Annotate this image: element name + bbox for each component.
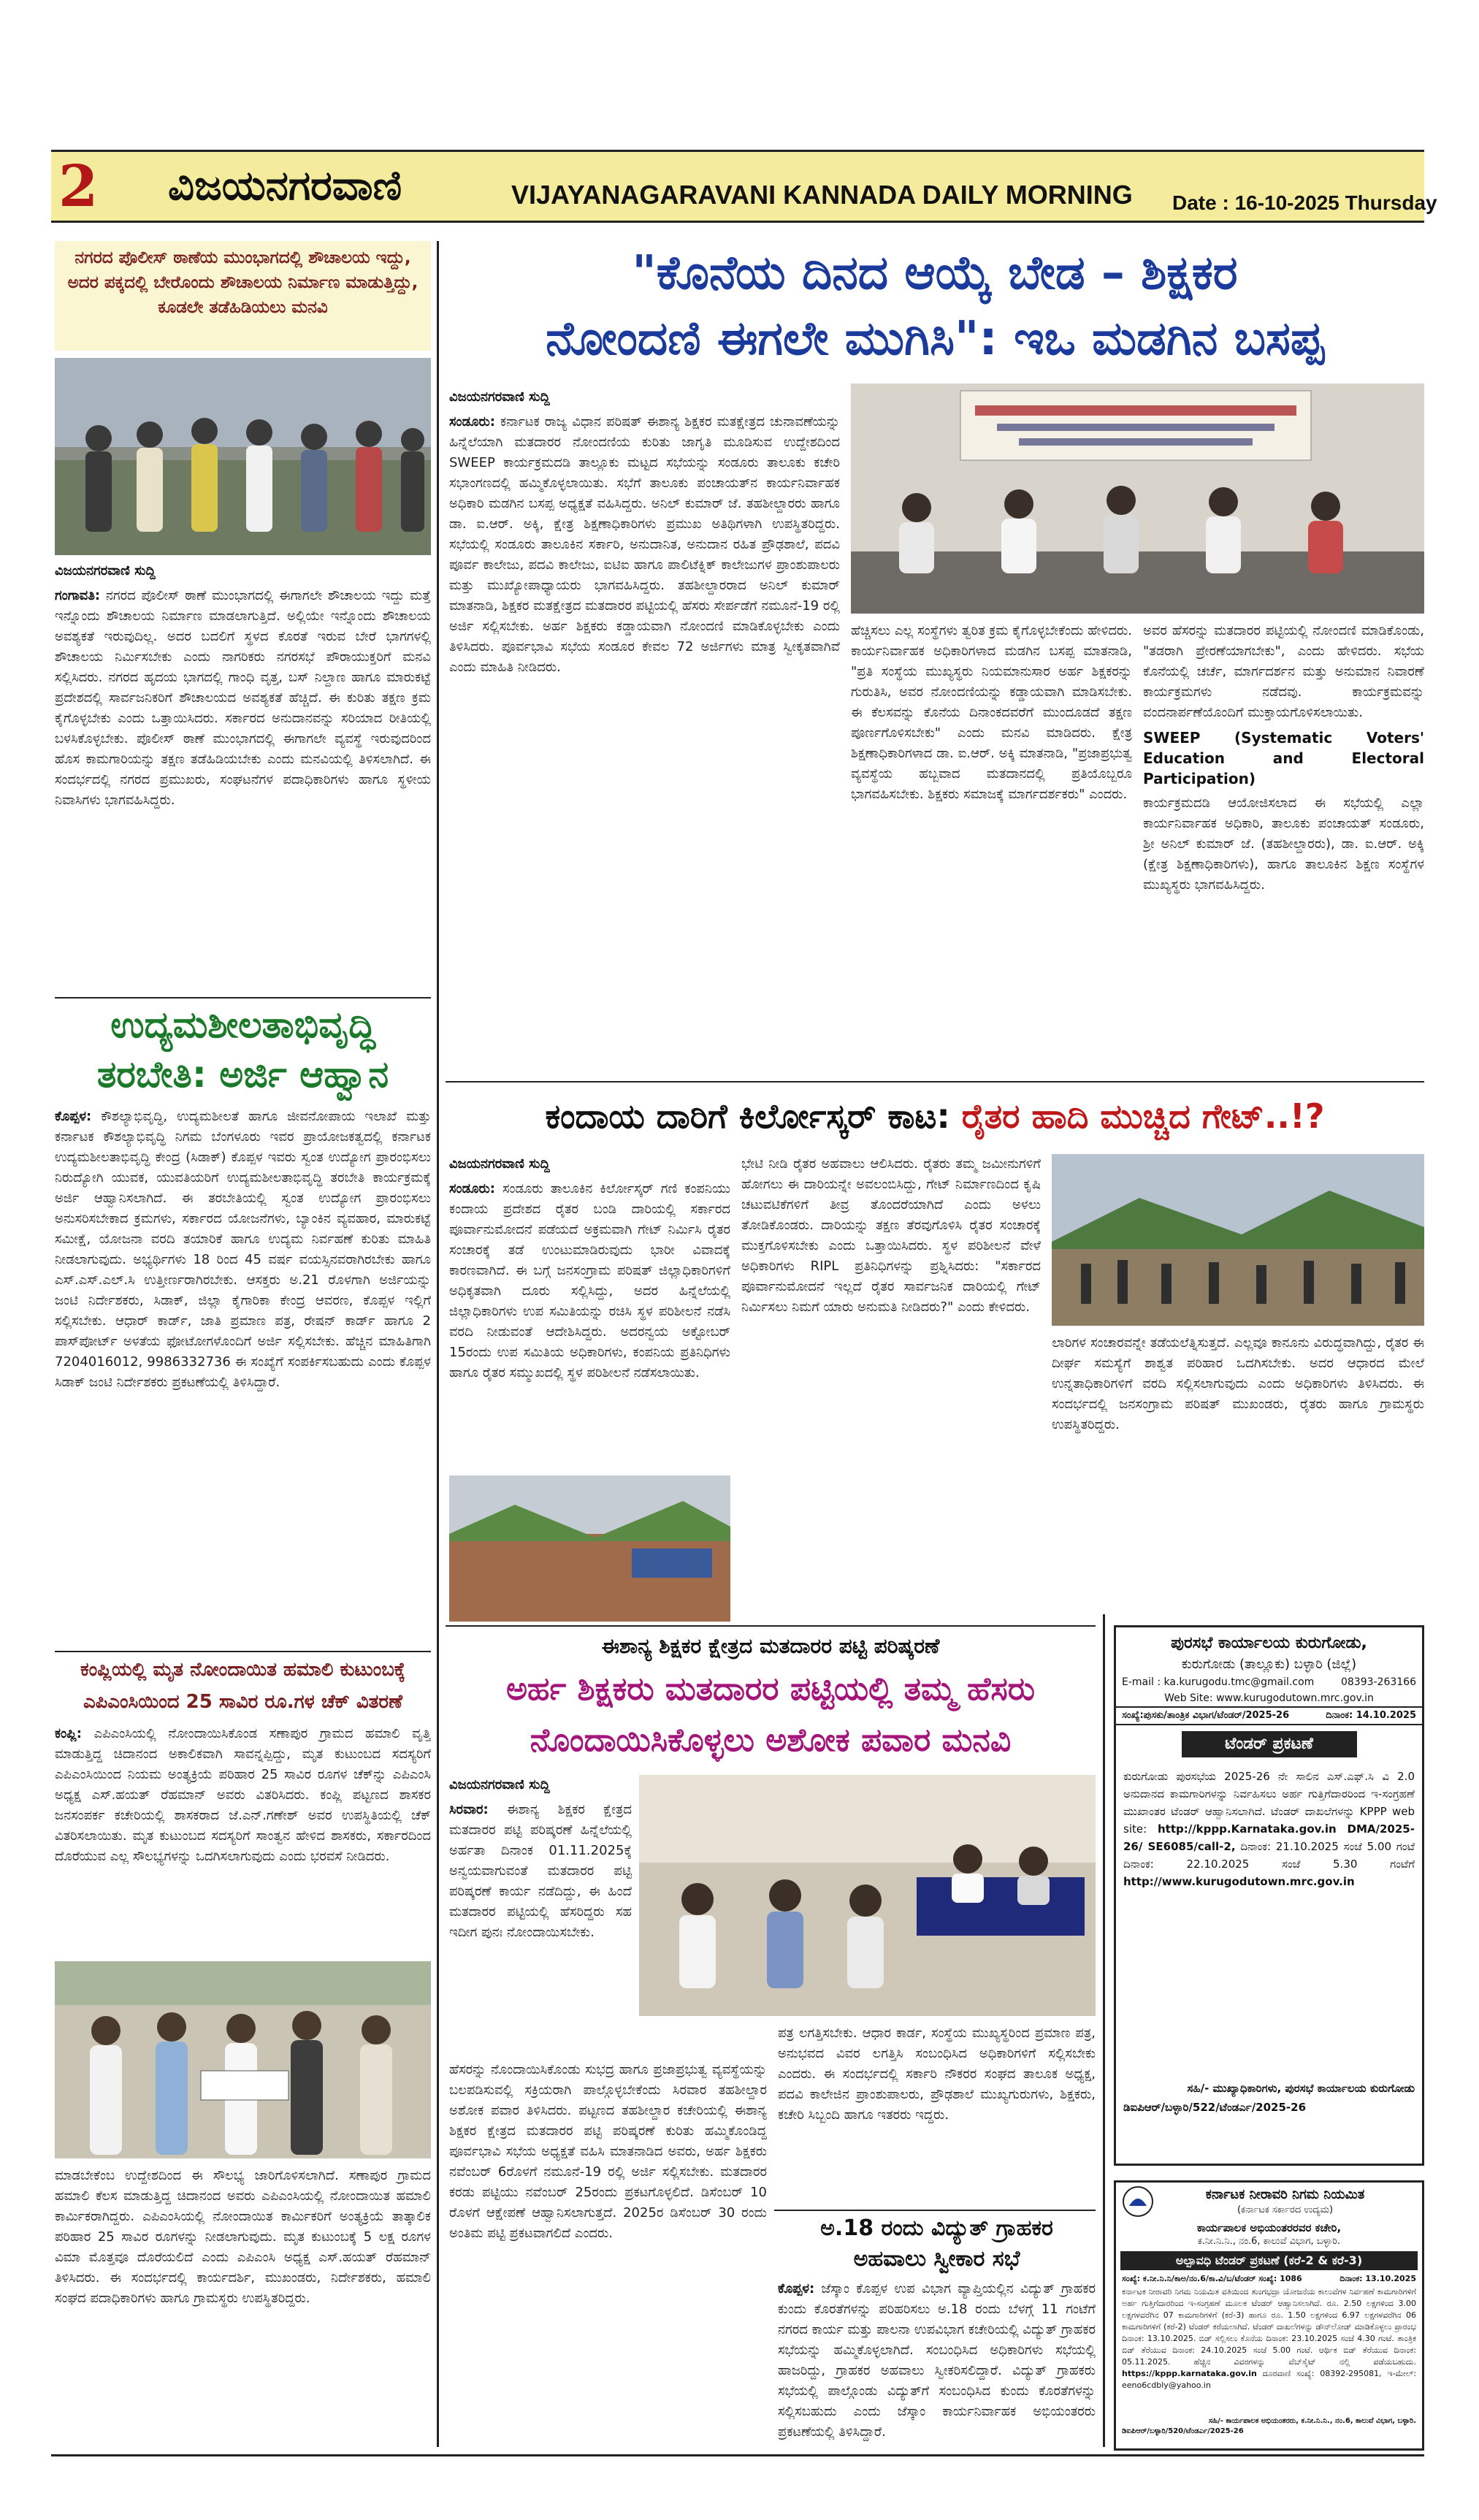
cheque-article-body [55, 1724, 431, 1954]
people-group-illustration [55, 358, 431, 555]
ad-irrigation-url: https://kppp.karnataka.gov.in [1122, 2369, 1257, 2378]
meeting-stage-illustration [851, 383, 1424, 614]
voters-byline: ವಿಜಯನಗರವಾಣಿ ಸುದ್ದಿ [449, 1777, 550, 1792]
cheque-body-top: ಎಪಿಎಂಸಿಯಲ್ಲಿ ನೋಂದಾಯಿಸಿಕೊಂಡ ಸಣಾಪುರ ಗ್ರಾಮದ ಹಮಾಲಿ ವೃತ್ತಿ ಮಾಡುತ್ತಿದ್ದ ಚಿದಾನಂದ ಅಕಾಲಿಕವಾಗಿ ಸಾವನ್ನಪ್ಪಿದ್ದು, ಮೃತ ಕುಟುಂಬದ ಸದಸ್ಯರಿಗೆ ಎಪಿಎಂಸಿಯಿಂದ ನಿಯಮ ಅಂತ್ಯಕ್ರಿಯೆ ಪರಿಹಾರ 25 ಸಾವಿರ ರೂಗಳ ಚೆಕ್‌ನ್ನು ಎಪಿಎಂಸಿ ಅಧ್ಯಕ್ಷ ಎಸ್.ಹಯತ್ ರೆಹಮಾನ್ ಅವರು ವಿತರಿಸಿದರು. ಕಂಪ್ಲಿ ಪಟ್ಟಣದ ಶಾಸಕರ ಜನಸಂಪರ್ಕ ಕಚೇರಿಯಲ್ಲಿ ಶಾಸಕರಾದ ಜೆ.ಎನ್.ಗಣೇಶ್ ಅವರ ಉಪಸ್ಥಿತಿಯಲ್ಲಿ ಚೆಕ್ ವಿತರಿಸಲಾಯಿತು. ಮೃತ ಕುಟುಂಬದ ಸದಸ್ಯರಿಗೆ ಸಾಂತ್ವನ ಹೇಳಿದ ಶಾಸಕರು, ಸರ್ಕಾರದಿಂದ ದೊರೆಯುವ ಎಲ್ಲ ಸೌಲಭ್ಯಗಳನ್ನು ಒದಗಿಸಲಾಗುವುದು ಎಂದು ಭರವಸೆ ನೀಡಿದರು. [55, 1726, 431, 1864]
ad-irrigation-subtitle: (ಕರ್ನಾಟಕ ಸರ್ಕಾರದ ಉದ್ಯಮ) [1237, 2204, 1334, 2215]
training-article-body [55, 1107, 431, 1643]
ad-kurugodu-url: http://kppp.Karnataka.gov.in [1157, 1822, 1337, 1836]
ad-irrigation-header [1116, 2183, 1422, 2221]
page-number: 2 [58, 153, 99, 220]
ad-irrigation-band: ಅಲ್ಪಾವಧಿ ಟೆಂಡರ್ ಪ್ರಕಟಣೆ (ಕರೆ-2 & ಕರೆ-3) [1120, 2251, 1418, 2270]
power-dateline: ಕೊಪ್ಪಳ: [778, 2281, 815, 2296]
ad-kurugodu-refline [1116, 1706, 1422, 1725]
ad-irrigation-division: ಕ.ನೀ.ನಿ.ನಿ., ನಂ.6, ಕಾಲುವೆ ವಿಭಾಗ, ಬಳ್ಳಾರಿ. [1197, 2236, 1341, 2247]
teachers-body-right: ಅವರ ಹೆಸರನ್ನು ಮತದಾರರ ಪಟ್ಟಿಯಲ್ಲಿ ನೋಂದಣಿ ಮಾಡಿಕೊಂಡು, "ತಡರಾಗಿ ಪ್ರೇರಣೆಯಾಗಬೇಕು", ಎಂದು ಹೇಳಿದರು. ಸಭೆಯ ಕೊನೆಯಲ್ಲಿ ಚರ್ಚೆ, ಮಾರ್ಗದರ್ಶನ ಮತ್ತು ಅನುಮಾನ ನಿವಾರಣೆ ಕಾರ್ಯಕ್ರಮಗಳು ನಡೆದವು. ಕಾರ್ಯಕ್ರಮವನ್ನು ವಂದನಾರ್ಪಣೆಯೊಂದಿಗೆ ಮುಕ್ತಾಯಗೊಳಿಸಲಾಯಿತು. [1143, 623, 1424, 720]
training-headline-2: ತರಬೇತಿ: ಅರ್ಜಿ ಆಹ್ವಾನ [96, 1053, 389, 1096]
office-meeting-illustration [639, 1775, 1096, 2016]
teachers-body-left: ಕರ್ನಾಟಕ ರಾಜ್ಯ ವಿಧಾನ ಪರಿಷತ್ ಈಶಾನ್ಯ ಶಿಕ್ಷಕರ ಮತಕ್ಷೇತ್ರದ ಚುನಾವಣೆಯನ್ನು ಹಿನ್ನೆಲೆಯಾಗಿ ಮತದಾರರ ನೋಂದಣಿಯ ಕುರಿತು ಜಾಗೃತಿ ಮೂಡಿಸುವ ಉದ್ದೇಶದಿಂದ SWEEP ಕಾರ್ಯಕ್ರಮದಡಿ ತಾಲ್ಲೂಕು ಮಟ್ಟದ ಸಭೆಯನ್ನು ಸಂಡೂರು ತಾಲೂಕು ಕಚೇರಿ ಸಭಾಂಗಣದಲ್ಲಿ ಹಮ್ಮಿಕೊಳ್ಳಲಾಯಿತು. ಸಭೆಗೆ ತಾಲೂಕು ಪಂಚಾಯತ್‌ನ ಕಾರ್ಯನಿರ್ವಾಹಕ ಅಧಿಕಾರಿ ಮಡಗಿನ ಬಸಪ್ಪ ಅಧ್ಯಕ್ಷತೆ ವಹಿಸಿದ್ದರು. ಅನಿಲ್ ಕುಮಾರ್ ಜೆ. ತಹಶೀಲ್ದಾರರು ಹಾಗೂ ಡಾ. ಐ.ಆರ್. ಅಕ್ಕಿ, ಕ್ಷೇತ್ರ ಶಿಕ್ಷಣಾಧಿಕಾರಿಗಳು ಪ್ರಮುಖ ಅತಿಥಿಗಳಾಗಿ ಉಪಸ್ಥಿತರಿದ್ದರು. ಸಭೆಯಲ್ಲಿ ಸಂಡೂರು ತಾಲೂಕಿನ ಸರ್ಕಾರಿ, ಅನುದಾನಿತ, ಅನುದಾನ ರಹಿತ ಪ್ರೌಢಶಾಲೆ, ಪದವಿ ಪೂರ್ವ ಕಾಲೇಜು, ಪದವಿ ಕಾಲೇಜು, ಐಟಿಐ ಹಾಗೂ ಪಾಲಿಟೆಕ್ನಿಕ್ ಕಾಲೇಜುಗಳ ಪ್ರಾಂಶುಪಾಲರು ಮತ್ತು ಮುಖ್ಯೋಪಾಧ್ಯಾಯರು ಭಾಗವಹಿಸಿದ್ದರು. ತಹಶೀಲ್ದಾರರಾದ ಅನಿಲ್ ಕುಮಾರ್ ಮಾತನಾಡಿ, ಶಿಕ್ಷಕರ ಮತಕ್ಷೇತ್ರದ ಮತದಾರರ ಪಟ್ಟಿಯಲ್ಲಿ ಹೆಸರು ಸೇರ್ಪಡೆಗೆ ನಮೂನೆ-19 ರಲ್ಲಿ ಅರ್ಜಿ ಸಲ್ಲಿಸಬೇಕು. ಅರ್ಹ ಶಿಕ್ಷಕರು ಕಡ್ಡಾಯವಾಗಿ ನೋಂದಣಿ ಮಾಡಿಕೊಳ್ಳಬೇಕು ಎಂದು ತಿಳಿಸಿದರು. ಪೂರ್ವಭಾವಿ ಸಭೆಯ ಸಂಡೂರ ಕೇವಲ 72 ಅರ್ಜಿಗಳು ಮಾತ್ರ ಸ್ವೀಕೃತವಾಗಿವೆ ಎಂದು ಮಾಹಿತಿ ನೀಡಿದರು. [449, 414, 840, 675]
ad-kurugodu-band: ಟೆಂಡರ್ ಪ್ರಕಟಣೆ [1182, 1731, 1357, 1757]
power-article-body [778, 2279, 1096, 2451]
cheque-dateline: ಕಂಪ್ಲಿ: [55, 1726, 82, 1741]
kirloskar-byline: ವಿಜಯನಗರವಾಣಿ ಸುದ್ದಿ [449, 1156, 550, 1172]
tender-ad-irrigation [1114, 2180, 1424, 2451]
toilet-kicker: ನಗರದ ಪೊಲೀಸ್ ಠಾಣೆಯ ಮುಂಭಾಗದಲ್ಲಿ ಶೌಚಾಲಯ ಇದ್ದು, ಅದರ ಪಕ್ಕದಲ್ಲಿ ಬೇರೊಂದು ಶೌಚಾಲಯ ನಿರ್ಮಾಣ ಮಾಡುತ್ತಿದ್ದು, ಕೂಡಲೇ ತಡೆಹಿಡಿಯಲು ಮನವಿ [67, 248, 419, 317]
power-headline-1: ಅ.18 ರಂದು ವಿದ್ಯುತ್ ಗ್ರಾಹಕರ [820, 2215, 1053, 2241]
ad-irrigation-sign: ಸಹಿ/- ಕಾರ್ಯಪಾಲಕ ಅಭಿಯಂತರರು, ಕ.ನೀ.ನಿ.ನಿ., ನಂ.6, ಕಾಲುವೆ ವಿಭಾಗ, ಬಳ್ಳಾರಿ. [1208, 2417, 1416, 2425]
teachers-meeting-photo [851, 383, 1424, 614]
voters-body-mid: ಪತ್ರ ಲಗತ್ತಿಸಬೇಕು. ಆಧಾರ ಕಾರ್ಡ, ಸಂಸ್ಥೆಯ ಮುಖ್ಯಸ್ಥರಿಂದ ಪ್ರಮಾಣ ಪತ್ರ, ಅನುಭವದ ವಿವರ ಲಗತ್ತಿಸಿ ಸಂಬಂಧಿಸಿದ ಅಧಿಕಾರಿಗಳಿಗೆ ಸಲ್ಲಿಸಬೇಕು ಎಂದರು. ಈ ಸಂದರ್ಭದಲ್ಲಿ ಸರ್ಕಾರಿ ನೌಕರರ ಸಂಘದ ತಾಲೂಕ ಅಧ್ಯಕ್ಷ, ಪದವಿ ಕಾಲೇಜಿನ ಪ್ರಾಂಶುಪಾಲರು, ಪ್ರೌಢಶಾಲೆ ಮುಖ್ಯಗುರುಗಳು, ಶಿಕ್ಷಕರು, ಕಚೇರಿ ಸಿಬ್ಬಂದಿ ಹಾಗೂ ಇತರರು ಇದ್ದರು. [778, 2025, 1096, 2123]
voters-body-left: ಈಶಾನ್ಯ ಶಿಕ್ಷಕರ ಕ್ಷೇತ್ರದ ಮತದಾರರ ಪಟ್ಟಿ ಪರಿಷ್ಕರಣೆ ಹಿನ್ನೆಲೆಯಲ್ಲಿ ಅರ್ಹತಾ ದಿನಾಂಕ 01.11.2025ಕ್ಕೆ ಅನ್ವಯವಾಗುವಂತೆ ಮತದಾರರ ಪಟ್ಟಿ ಪರಿಷ್ಕರಣೆ ಕಾರ್ಯ ನಡೆದಿದ್ದು, ಈ ಹಿಂದೆ ಮತದಾರರ ಪಟ್ಟಿಯಲ್ಲಿ ಹೆಸರಿದ್ದರು ಸಹ ಇದೀಗ ಪುನಃ ನೋಂದಾಯಿಸಬೇಕು. [449, 1802, 632, 1940]
toilet-body: ನಗರದ ಪೊಲೀಸ್ ಠಾಣೆ ಮುಂಭಾಗದಲ್ಲಿ ಈಗಾಗಲೇ ಶೌಚಾಲಯ ಇದ್ದು ಮತ್ತೆ ಇನ್ನೊಂದು ಶೌಚಾಲಯ ನಿರ್ಮಾಣ ಮಾಡಲಾಗುತ್ತಿದೆ. ಅಲ್ಲಿಯೇ ಇನ್ನೊಂದು ಶೌಚಾಲಯ ಅವಶ್ಯಕತೆ ಇರುವುದಿಲ್ಲ. ಅದರ ಬದಲಿಗೆ ಸ್ಥಳದ ಕೊರತೆ ಇರುವ ಬೇರೆ ಭಾಗಗಳಲ್ಲಿ ಶೌಚಾಲಯ ನಿರ್ಮಿಸಬೇಕು ಎಂದು ನಾಗರಿಕರು ನಗರಸಭೆ ಪೌರಾಯುಕ್ತರಿಗೆ ಮನವಿ ಸಲ್ಲಿಸಿದರು. ನಗರದ ಹೃದಯ ಭಾಗದಲ್ಲಿ ಗಾಂಧಿ ವೃತ್ತ, ಬಸ್ ನಿಲ್ದಾಣ ಹಾಗೂ ಮಾರುಕಟ್ಟೆ ಪ್ರದೇಶದಲ್ಲಿ ಸಾರ್ವಜನಿಕರಿಗೆ ಶೌಚಾಲಯದ ಅವಶ್ಯಕತೆ ಹೆಚ್ಚಿದೆ. ಈ ಕುರಿತು ತಕ್ಷಣ ಕ್ರಮ ಕೈಗೊಳ್ಳಬೇಕು ಎಂದು ಒತ್ತಾಯಿಸಿದರು. ಸರ್ಕಾರದ ಅನುದಾನವನ್ನು ಸರಿಯಾದ ರೀತಿಯಲ್ಲಿ ಬಳಸಿಕೊಳ್ಳಬೇಕು. ಪೊಲೀಸ್ ಠಾಣೆ ಮುಂಭಾಗದಲ್ಲಿ ಈಗಾಗಲೇ ವ್ಯವಸ್ಥೆ ಇರುವುದರಿಂದ ಹೊಸ ಕಾಮಗಾರಿಯನ್ನು ತಕ್ಷಣ ತಡೆಹಿಡಿಯಬೇಕು ಎಂದು ಮನವಿಯಲ್ಲಿ ತಿಳಿಸಲಾಗಿದೆ. ಈ ಸಂದರ್ಭದಲ್ಲಿ ನಗರದ ಪ್ರಮುಖರು, ಸಂಘಟನೆಗಳ ಪದಾಧಿಕಾರಿಗಳು ಹಾಗೂ ಸ್ಥಳೀಯ ನಿವಾಸಿಗಳು ಭಾಗವಹಿಸಿದ್ದರು. [55, 588, 431, 808]
cheque-body-bottom: ಮಾಡಬೇಕೆಂಬ ಉದ್ದೇಶದಿಂದ ಈ ಸೌಲಭ್ಯ ಜಾರಿಗೊಳಿಸಲಾಗಿದೆ. ಸಣಾಪುರ ಗ್ರಾಮದ ಹಮಾಲಿ ಕೆಲಸ ಮಾಡುತ್ತಿದ್ದ ಚಿದಾನಂದ ಅವರು ಎಪಿಎಂಸಿಯಲ್ಲಿ ನೋಂದಾಯಿತ ಹಮಾಲಿ ಕಾರ್ಮಿಕರಾಗಿದ್ದರು. ಎಪಿಎಂಸಿಯಲ್ಲಿ ನೋಂದಾಯಿತ ಕಾರ್ಮಿಕರಿಗೆ ಅಂತ್ಯಕ್ರಿಯೆ ತಾತ್ಕಾಲಿಕ ಪರಿಹಾರ 25 ಸಾವಿರ ರೂಗಳನ್ನು ನೀಡಲಾಗುವುದು. ಮೃತ ಕುಟುಂಬಕ್ಕೆ 5 ಲಕ್ಷ ರೂಗಳ ವಿಮಾ ಮೊತ್ತವೂ ದೊರೆಯಲಿದೆ ಎಂದು ಎಪಿಎಂಸಿ ಅಧ್ಯಕ್ಷ ಎಸ್.ಹಯತ್ ರೆಹಮಾನ್ ತಿಳಿಸಿದರು. ಈ ಸಂದರ್ಭದಲ್ಲಿ ಕಾರ್ಯದರ್ಶಿ, ಮುಖಂಡರು, ನಿರ್ದೇಶಕರು, ಹಮಾಲಿ ಸಂಘದ ಪದಾಧಿಕಾರಿಗಳು ಹಾಗೂ ಗ್ರಾಮಸ್ಥರು ಉಪಸ್ಥಿತರಿದ್ದರು. [55, 2168, 431, 2306]
newspaper-name-kannada: ವಿಜಯನಗರವಾಣಿ [168, 162, 402, 210]
training-headline-1: ಉದ್ಯಮಶೀಲತಾಭಿವೃದ್ಧಿ [110, 1004, 375, 1046]
teachers-dateline: ಸಂಡೂರು: [449, 414, 495, 429]
ad-kurugodu-web: Web Site: www.kurugodutown.mrc.gov.in [1164, 1692, 1374, 1704]
road-gate-illustration [449, 1475, 730, 1622]
ad-kurugodu-foot: ಡಿಐಪಿಆರ್/ಬಳ್ಳಾರಿ/522/ಟೆಂಡರ್ಎ/2025-26 [1123, 2101, 1307, 2114]
ad-irrigation-title: ಕರ್ನಾಟಕ ನೀರಾವರಿ ನಿಗಮ ನಿಯಮಿತ [1205, 2187, 1365, 2202]
kirloskar-dateline: ಸಂಡೂರು: [449, 1181, 495, 1196]
column-rule-left [437, 241, 439, 2447]
newspaper-name-english: VIJAYANAGARAVANI KANNADA DAILY MORNING [511, 180, 1133, 210]
kirloskar-body-mid: ಭೇಟಿ ನೀಡಿ ರೈತರ ಅಹವಾಲು ಆಲಿಸಿದರು. ರೈತರು ತಮ್ಮ ಜಮೀನುಗಳಿಗೆ ಹೋಗಲು ಈ ದಾರಿಯನ್ನೇ ಅವಲಂಬಿಸಿದ್ದು, ಗೇಟ್ ನಿರ್ಮಾಣದಿಂದ ಕೃಷಿ ಚಟುವಟಿಕೆಗಳಿಗೆ ತೀವ್ರ ತೊಂದರೆಯಾಗಿದೆ ಎಂದು ಅಳಲು ತೋಡಿಕೊಂಡರು. ದಾರಿಯನ್ನು ತಕ್ಷಣ ತೆರವುಗೊಳಿಸಿ ರೈತರ ಸಂಚಾರಕ್ಕೆ ಮುಕ್ತಗೊಳಿಸಬೇಕು ಎಂದು ಒತ್ತಾಯಿಸಿದರು. ಸ್ಥಳ ಪರಿಶೀಲನೆ ವೇಳೆ ಅಧಿಕಾರಿಗಳು RIPL ಪ್ರತಿನಿಧಿಗಳನ್ನು ಪ್ರಶ್ನಿಸಿದರು: "ಸರ್ಕಾರದ ಪೂರ್ವಾನುಮೋದನೆ ಇಲ್ಲದೆ ರೈತರ ಸಾರ್ವಜನಿಕ ದಾರಿಯಲ್ಲಿ ಗೇಟ್ ನಿರ್ಮಿಸಲು ನಿಮಗೆ ಯಾರು ಅನುಮತಿ ನೀಡಿದರು?" ಎಂದು ಕೇಳಿದರು. [741, 1156, 1041, 1315]
kirloskar-headline-prefix: ಕಂದಾಯ ದಾರಿಗೆ ಕಿರ್ಲೋಸ್ಕರ್ ಕಾಟ: [545, 1096, 950, 1136]
toilet-photo [55, 358, 431, 555]
voters-article-bottom-left [449, 2060, 767, 2451]
voters-article-mid [778, 2023, 1096, 2202]
divider [446, 1625, 1096, 1627]
voters-headline-2: ನೊಂದಾಯಿಸಿಕೊಳ್ಳಲು ಅಶೋಕ ಪವಾರ ಮನವಿ [530, 1722, 1012, 1759]
toilet-article-body [55, 561, 431, 970]
divider [55, 997, 431, 999]
power-body: ಜೆಸ್ಕಾಂ ಕೊಪ್ಪಳ ಉಪ ವಿಭಾಗ ವ್ಯಾಪ್ತಿಯಲ್ಲಿನ ವಿದ್ಯುತ್ ಗ್ರಾಹಕರ ಕುಂದು ಕೊರತೆಗಳನ್ನು ಪರಿಹರಿಸಲು ಅ.18 ರಂದು ಬೆಳಗ್ಗೆ 11 ಗಂಟೆಗೆ ನಗರದ ಕಾರ್ಯ ಮತ್ತು ಪಾಲನಾ ಉಪವಿಭಾಗ ಕಚೇರಿಯಲ್ಲಿ ವಿದ್ಯುತ್ ಗ್ರಾಹಕರ ಸಭೆಯನ್ನು ಹಮ್ಮಿಕೊಳ್ಳಲಾಗಿದೆ. ಸಂಬಂಧಿಸಿದ ಅಧಿಕಾರಿಗಳು ಸಭೆಯಲ್ಲಿ ಹಾಜರಿದ್ದು, ಗ್ರಾಹಕರ ಅಹವಾಲು ಸ್ವೀಕರಿಸಲಿದ್ದಾರೆ. ವಿದ್ಯುತ್ ಗ್ರಾಹಕರು ಸಭೆಯಲ್ಲಿ ಪಾಲ್ಗೊಂಡು ವಿದ್ಯುತ್‌ಗೆ ಸಂಬಂಧಿಸಿದ ಕುಂದು ಕೊರತೆಗಳನ್ನು ಸಲ್ಲಿಸಬಹುದು ಎಂದು ಜೆಸ್ಕಾಂ ಕಾರ್ಯನಿರ್ವಾಹಕ ಅಭಿಯಂತರರು ಪ್ರಕಟಣೆಯಲ್ಲಿ ತಿಳಿಸಿದ್ದಾರೆ. [778, 2281, 1096, 2440]
voters-article-left [449, 1775, 632, 2053]
kirloskar-body-left: ಸಂಡೂರು ತಾಲೂಕಿನ ಕಿರ್ಲೋಸ್ಕರ್ ಗಣಿ ಕಂಪನಿಯು ಕಂದಾಯ ಪ್ರದೇಶದ ರೈತರ ಬಂಡಿ ದಾರಿಯಲ್ಲಿ ಸರ್ಕಾರದ ಪೂರ್ವಾನುಮೋದನೆ ಪಡೆಯದೆ ಅಕ್ರಮವಾಗಿ ಗೇಟ್ ನಿರ್ಮಿಸಿ ರೈತರ ಸಂಚಾರಕ್ಕೆ ತಡೆ ಉಂಟುಮಾಡಿರುವುದು ಭಾರೀ ವಿವಾದಕ್ಕೆ ಕಾರಣವಾಗಿದೆ. ಈ ಬಗ್ಗೆ ಜನಸಂಗ್ರಾಮ ಪರಿಷತ್ ಜಿಲ್ಲಾಧಿಕಾರಿಗಳಿಗೆ ಅಧಿಕೃತವಾಗಿ ದೂರು ಸಲ್ಲಿಸಿದ್ದು, ಅದರ ಹಿನ್ನೆಲೆಯಲ್ಲಿ ಜಿಲ್ಲಾಧಿಕಾರಿಗಳು ಉಪ ಸಮಿತಿಯನ್ನು ರಚಿಸಿ ಸ್ಥಳ ಪರಿಶೀಲನೆ ನಡೆಸಿ ವರದಿ ನೀಡುವಂತೆ ಆದೇಶಿಸಿದ್ದರು. ಅದರನ್ವಯ ಅಕ್ಟೋಬರ್ 15ರಂದು ಉಪ ಸಮಿತಿಯ ಅಧಿಕಾರಿಗಳು, ಕಂಪನಿಯ ಪ್ರತಿನಿಧಿಗಳು ಹಾಗೂ ರೈತರ ಸಮ್ಮುಖದಲ್ಲಿ ಸ್ಥಳ ಪರಿಶೀಲನೆ ನಡೆಸಲಾಯಿತು. [449, 1181, 730, 1381]
toilet-dateline: ಗಂಗಾವತಿ: [55, 588, 101, 603]
ad-kurugodu-date: ದಿನಾಂಕ: 14.10.2025 [1326, 1710, 1416, 1721]
ad-kurugodu-ref2: DMA/2025-26/ SE6085/call-2, [1123, 1822, 1415, 1853]
voters-body-bottom-left: ಹೆಸರನ್ನು ನೊಂದಾಯಿಸಿಕೊಂಡು ಸುಭದ್ರ ಹಾಗೂ ಪ್ರಜಾಪ್ರಭುತ್ವ ವ್ಯವಸ್ಥೆಯನ್ನು ಬಲಪಡಿಸುವಲ್ಲಿ ಸಕ್ರಿಯರಾಗಿ ಪಾಲ್ಗೊಳ್ಳಬೇಕೆಂದು ಸಿರವಾರ ತಹಶೀಲ್ದಾರ ಅಶೋಕ ಪವಾರ ತಿಳಿಸಿದರು. ಪಟ್ಟಣದ ತಹಶೀಲ್ದಾರ ಕಚೇರಿಯಲ್ಲಿ ಈಶಾನ್ಯ ಶಿಕ್ಷಕರ ಕ್ಷೇತ್ರದ ಮತದಾರರ ಪಟ್ಟಿ ಪರಿಷ್ಕರಣೆ ಕುರಿತು ಹಮ್ಮಿಕೊಂಡಿದ್ದ ಪೂರ್ವಭಾವಿ ಸಭೆಯ ಅಧ್ಯಕ್ಷತೆ ವಹಿಸಿ ಮಾತನಾಡಿದ ಅವರು, ಅರ್ಹ ಶಿಕ್ಷಕರು ನವೆಂಬರ್ 6ರೊಳಗೆ ನಮೂನೆ-19 ರಲ್ಲಿ ಅರ್ಜಿ ಸಲ್ಲಿಸಬೇಕು. ಮತದಾರರ ಕರಡು ಪಟ್ಟಿಯು ನವೆಂಬರ್ 25ರಂದು ಪ್ರಕಟಗೊಳ್ಳಲಿದೆ. ಡಿಸೆಂಬರ್ 10 ರೊಳಗೆ ಆಕ್ಷೇಪಣೆ ಆಹ್ವಾನಿಸಲಾಗುತ್ತದೆ. 2025ರ ಡಿಸೆಂಬರ್ 30 ರಂದು ಅಂತಿಮ ಪಟ್ಟಿ ಪ್ರಕಟವಾಗಲಿದೆ ಎಂದರು. [449, 2062, 767, 2241]
kirloskar-body-right: ಲಾರಿಗಳ ಸಂಚಾರವನ್ನೇ ತಡೆಯಲೆತ್ನಿಸುತ್ತದೆ. ಎಲ್ಲವೂ ಕಾನೂನು ವಿರುದ್ಧವಾಗಿದ್ದು, ರೈತರ ಈ ದೀರ್ಘ ಸಮಸ್ಯೆಗೆ ಶಾಶ್ವತ ಪರಿಹಾರ ಒದಗಿಸಬೇಕು. ಅದರ ಆಧಾರದ ಮೇಲೆ ಉನ್ನತಾಧಿಕಾರಿಗಳಿಗೆ ವರದಿ ಸಲ್ಲಿಸಲಾಗುವುದು ಎಂದು ಅಧಿಕಾರಿಗಳು ತಿಳಿಸಿದರು. ಈ ಸಂದರ್ಭದಲ್ಲಿ ಜನಸಂಗ್ರಾಮ ಪರಿಷತ್ ಮುಖಂಡರು, ರೈತರು ಹಾಗೂ ಗ್ರಾಮಸ್ಥರು ಉಪಸ್ಥಿತರಿದ್ದರು. [1052, 1335, 1424, 1432]
ad-kurugodu-body-block [1116, 1763, 1422, 2079]
training-body: ಕೌಶಲ್ಯಾಭಿವೃದ್ಧಿ, ಉದ್ಯಮಶೀಲತೆ ಹಾಗೂ ಜೀವನೋಪಾಯ ಇಲಾಖೆ ಮತ್ತು ಕರ್ನಾಟಕ ಕೌಶಲ್ಯಾಭಿವೃದ್ಧಿ ನಿಗಮ ಬೆಂಗಳೂರು ಇವರ ಪ್ರಾಯೋಜಕತ್ವದಲ್ಲಿ ಕರ್ನಾಟಕ ಉದ್ಯಮಶೀಲತಾಭಿವೃದ್ಧಿ ಕೇಂದ್ರ (ಸಿಡಾಕ್) ಕೊಪ್ಪಳ ಇವರು ಸ್ವಂತ ಉದ್ಯೋಗ ಪ್ರಾರಂಭಿಸಲು ನಿರುದ್ಯೋಗಿ ಯುವಕ, ಯುವತಿಯರಿಗೆ ಉದ್ಯಮಶೀಲತಾಭಿವೃದ್ಧಿ ತರಬೇತಿ ಕಾರ್ಯಕ್ರಮಕ್ಕೆ ಅರ್ಜಿ ಆಹ್ವಾನಿಸಲಾಗಿದೆ. ಈ ತರಬೇತಿಯಲ್ಲಿ ಸ್ವಂತ ಉದ್ಯೋಗ ಪ್ರಾರಂಭಿಸಲು ಅನುಸರಿಸಬೇಕಾದ ಕ್ರಮಗಳು, ಸರ್ಕಾರದ ಯೋಜನೆಗಳು, ಬ್ಯಾಂಕಿನ ವ್ಯವಹಾರ, ಮಾರುಕಟ್ಟೆ ಸಮೀಕ್ಷೆ, ಯೋಜನಾ ವರದಿ ತಯಾರಿಕೆ ಹಾಗೂ ಉದ್ಯಮ ನಿರ್ವಹಣೆ ಕುರಿತು ಮಾಹಿತಿ ನೀಡಲಾಗುವುದು. ಅಭ್ಯರ್ಥಿಗಳು 18 ರಿಂದ 45 ವರ್ಷ ವಯಸ್ಸಿನವರಾಗಿರಬೇಕು ಹಾಗೂ ಎಸ್.ಎಸ್.ಎಲ್.ಸಿ ಉತ್ತೀರ್ಣರಾಗಿರಬೇಕು. ಆಸಕ್ತರು ಅ.21 ರೊಳಗಾಗಿ ಅರ್ಜಿಯನ್ನು ಜಂಟಿ ನಿರ್ದೇಶಕರು, ಸಿಡಾಕ್, ಜಿಲ್ಲಾ ಕೈಗಾರಿಕಾ ಕೇಂದ್ರ ಆವರಣ, ಕೊಪ್ಪಳ ಇಲ್ಲಿಗೆ ಸಲ್ಲಿಸಬೇಕು. ಆಧಾರ್ ಕಾರ್ಡ್, ಜಾತಿ ಪ್ರಮಾಣ ಪತ್ರ, ರೇಷನ್ ಕಾರ್ಡ್ ಹಾಗೂ 2 ಪಾಸ್‌ಪೋರ್ಟ್ ಅಳತೆಯ ಫೋಟೋಗಳೊಂದಿಗೆ ಅರ್ಜಿ ಸಲ್ಲಿಸಬೇಕು. ಹೆಚ್ಚಿನ ಮಾಹಿತಿಗಾಗಿ 7204016012, 9986332736 ಈ ಸಂಖ್ಯೆಗೆ ಸಂಪರ್ಕಿಸಬಹುದು ಎಂದು ಕೊಪ್ಪಳ ಸಿಡಾಕ್ ಜಂಟಿ ನಿರ್ದೇಶಕರು ಪ್ರಕಟಣೆಯಲ್ಲಿ ತಿಳಿಸಿದ್ದಾರೆ. [55, 1109, 431, 1390]
ad-irrigation-ref: ಸಂಖ್ಯೆ: ಕ.ನೀ.ನಿ.ನಿ/ಕಾಅ/ನಂ.6/ಕಾ.ವಿ/ಬ/ಟೆಂಡರ್ ಸಂಖ್ಯೆ: 1086 [1122, 2274, 1302, 2283]
divider [446, 1081, 1424, 1083]
toilet-byline: ವಿಜಯನಗರವಾಣಿ ಸುದ್ದಿ [55, 563, 156, 579]
tender-ad-kurugodu [1114, 1625, 1424, 2166]
divider [55, 1651, 431, 1652]
ad-kurugodu-sign: ಸಹಿ/- ಮುಖ್ಯಾಧಿಕಾರಿಗಳು, ಪುರಸಭೆ ಕಾರ್ಯಾಲಯ ಕುರುಗೋಡು [1187, 2082, 1415, 2095]
ad-kurugodu-phone: 08393-263166 [1340, 1676, 1416, 1688]
issue-date: Date : 16-10-2025 Thursday [1172, 191, 1437, 214]
emblem-icon [1122, 2185, 1154, 2218]
teachers-headline-2: ನೋಂದಣಿ ಈಗಲೇ ಮುಗಿಸಿ": ಇಒ ಮಡಗಿನ ಬಸಪ್ಪ [546, 312, 1324, 366]
ad-irrigation-contact: ದೂರವಾಣಿ ಸಂಖ್ಯೆ: 08392-295081, ಇ-ಮೇಲ್: eeno6cdbly@yahoo.in [1122, 2369, 1417, 2390]
teachers-article-mid [851, 621, 1132, 1070]
voters-dateline: ಸಿರವಾರ: [449, 1802, 489, 1817]
teachers-article-right [1143, 621, 1424, 1070]
bottom-rule [51, 2454, 1424, 2456]
kirloskar-headline-suffix: ರೈತರ ಹಾದಿ ಮುಚ್ಚಿದ ಗೇಟ್..!? [961, 1096, 1325, 1136]
ad-kurugodu-web2: http://www.kurugodutown.mrc.gov.in [1123, 1875, 1355, 1888]
cheque-photo [55, 1961, 431, 2158]
ad-kurugodu-contact [1116, 1674, 1422, 1690]
ad-irrigation-date: ದಿನಾಂಕ: 13.10.2025 [1339, 2274, 1416, 2283]
training-dateline: ಕೊಪ್ಪಳ: [55, 1109, 92, 1124]
teachers-article-left [449, 387, 840, 1070]
ad-kurugodu-title: ಪುರಸಭೆ ಕಾರ್ಯಾಲಯ ಕುರುಗೋಡು, [1171, 1634, 1367, 1652]
teachers-byline: ವಿಜಯನಗರವಾಣಿ ಸುದ್ದಿ [449, 389, 550, 405]
divider [774, 2210, 1096, 2211]
cheque-article-body-bottom [55, 2166, 431, 2451]
ad-kurugodu-ref: ಸಂಖ್ಯೆ:ಪುಸಕು/ತಾಂತ್ರಿಕ ವಿಭಾಗ/ಟೆಂಡರ್/2025-26 [1122, 1710, 1290, 1721]
sweep-label: SWEEP (Systematic Voters' Education and Electoral Participation) [1143, 729, 1424, 787]
ad-irrigation-refline [1116, 2273, 1422, 2285]
ad-irrigation-body-block [1116, 2285, 1422, 2416]
kirloskar-headline [446, 1087, 1424, 1145]
kirloskar-article-left [449, 1154, 730, 1468]
ad-kurugodu-email: E-mail : ka.kurugodu.tmc@gmail.com [1122, 1676, 1315, 1688]
teachers-headline-1: "ಕೊನೆಯ ದಿನದ ಆಯ್ಕೆ ಬೇಡ – ಶಿಕ್ಷಕರ [632, 246, 1238, 300]
toilet-kicker-box [55, 241, 431, 351]
teachers-body-mid: ಹೆಚ್ಚಿಸಲು ಎಲ್ಲ ಸಂಸ್ಥೆಗಳು ತ್ವರಿತ ಕ್ರಮ ಕೈಗೊಳ್ಳಬೇಕೆಂದು ಹೇಳಿದರು. ಕಾರ್ಯನಿರ್ವಾಹಕ ಅಧಿಕಾರಿಗಳಾದ ಮಡಗಿನ ಬಸಪ್ಪ ಮಾತನಾಡಿ, "ಪ್ರತಿ ಸಂಸ್ಥೆಯ ಮುಖ್ಯಸ್ಥರು ನಿಯಮಾನುಸಾರ ಅರ್ಹ ಶಿಕ್ಷಕರನ್ನು ಗುರುತಿಸಿ, ಅವರ ನೋಂದಣಿಯನ್ನು ಕಡ್ಡಾಯವಾಗಿ ಮಾಡಿಸಬೇಕು. ಈ ಕೆಲಸವನ್ನು ಕೊನೆಯ ದಿನಾಂಕದವರೆಗೆ ಮುಂದೂಡದೆ ತಕ್ಷಣ ಪೂರ್ಣಗೊಳಿಸಬೇಕು" ಎಂದು ಮನವಿ ಮಾಡಿದರು. ಕ್ಷೇತ್ರ ಶಿಕ್ಷಣಾಧಿಕಾರಿಗಳಾದ ಡಾ. ಐ.ಆರ್. ಅಕ್ಕಿ ಮಾತನಾಡಿ, "ಪ್ರಜಾಪ್ರಭುತ್ವ ವ್ಯವಸ್ಥೆಯ ಹಬ್ಬವಾದ ಮತದಾನದಲ್ಲಿ ಪ್ರತಿಯೊಬ್ಬರೂ ಭಾಗವಹಿಸಬೇಕು. ಶಿಕ್ಷಕರು ಸಮಾಜಕ್ಕೆ ಮಾರ್ಗದರ್ಶಕರು" ಎಂದರು. [851, 623, 1132, 802]
cheque-headline-1: ಕಂಪ್ಲಿಯಲ್ಲಿ ಮೃತ ನೋಂದಾಯಿತ ಹಮಾಲಿ ಕುಟುಂಬಕ್ಕೆ [80, 1659, 406, 1681]
ad-kurugodu-dates: ದಿನಾಂಕ: 21.10.2025 ಸಂಜೆ 5.00 ಗಂಟೆ ದಿನಾಂಕ: 22.10.2025 ಸಂಜೆ 5.30 ಗಂಟೆಗೆ [1123, 1840, 1415, 1871]
teachers-body-right-tail: ಕಾರ್ಯಕ್ರಮದಡಿ ಆಯೋಜಿಸಲಾದ ಈ ಸಭೆಯಲ್ಲಿ ಎಲ್ಲಾ ಕಾರ್ಯನಿರ್ವಾಹಕ ಅಧಿಕಾರಿ, ತಾಲೂಕು ಪಂಚಾಯತ್ ಸಂಡೂರು, ಶ್ರೀ ಅನಿಲ್ ಕುಮಾರ್ ಜೆ. (ತಹಶೀಲ್ದಾರರು), ಡಾ. ಐ.ಆರ್. ಅಕ್ಕಿ (ಕ್ಷೇತ್ರ ಶಿಕ್ಷಣಾಧಿಕಾರಿಗಳು), ಹಾಗೂ ತಾಲೂಕಿನ ಶಿಕ್ಷಣ ಸಂಸ್ಥೆಗಳ ಮುಖ್ಯಸ್ಥರು ಭಾಗವಹಿಸಿದ್ದರು. [1143, 795, 1424, 893]
site-visit-illustration [1052, 1154, 1424, 1326]
voters-headline-1: ಅರ್ಹ ಶಿಕ್ಷಕರು ಮತದಾರರ ಪಟ್ಟಿಯಲ್ಲಿ ತಮ್ಮ ಹೆಸರು [505, 1671, 1036, 1708]
ad-irrigation-body: ಕರ್ನಾಟಕ ನೀರಾವರಿ ನಿಗಮ ನಿಯಮಿತ ವತಿಯಿಂದ ತುಂಗಭದ್ರಾ ಯೋಜನೆಯ ಕಾಲುವೆಗಳ ನಿರ್ವಹಣೆ ಕಾಮಗಾರಿಗಳಿಗೆ ಅರ್ಹ ಗುತ್ತಿಗೆದಾರರಿಂದ ಇ-ಸಂಗ್ರಹಣೆ ಮೂಲಕ ಟೆಂಡರ್ ಆಹ್ವಾನಿಸಲಾಗಿದೆ. ರೂ. 2.50 ಲಕ್ಷಗಳಿಂದ 3.00 ಲಕ್ಷಗಳವರೆಗಿನ 07 ಕಾಮಗಾರಿಗಳಿಗೆ (ಕರೆ-3) ಹಾಗೂ ರೂ. 1.50 ಲಕ್ಷಗಳಿಂದ 6.97 ಲಕ್ಷಗಳವರೆಗಿನ 06 ಕಾಮಗಾರಿಗಳಿಗೆ (ಕರೆ-2) ಟೆಂಡರ್ ಕರೆಯಲಾಗಿದೆ. ಟೆಂಡರ್ ದಾಖಲೆಗಳನ್ನು ಡೌನ್‌ಲೋಡ್ ಮಾಡಿಕೊಳ್ಳಲು ಪ್ರಾರಂಭ ದಿನಾಂಕ: 13.10.2025. ಬಿಡ್ ಸಲ್ಲಿಸಲು ಕೊನೆಯ ದಿನಾಂಕ: 23.10.2025 ಸಂಜೆ 4.30 ಗಂಟೆ. ತಾಂತ್ರಿಕ ಬಿಡ್ ತೆರೆಯುವ ದಿನಾಂಕ: 24.10.2025 ಸಂಜೆ 5.00 ಗಂಟೆ. ಆರ್ಥಿಕ ಬಿಡ್ ತೆರೆಯುವ ದಿನಾಂಕ: 05.11.2025. ಹೆಚ್ಚಿನ ವಿವರಗಳನ್ನು ವೆಬ್‌ಸೈಟ್ ನಲ್ಲಿ ಪಡೆಯಬಹುದು. [1122, 2287, 1416, 2367]
voters-kicker: ಈಶಾನ್ಯ ಶಿಕ್ಷಕರ ಕ್ಷೇತ್ರದ ಮತದಾರರ ಪಟ್ಟಿ ಪರಿಷ್ಕರಣೆ [601, 1634, 940, 1658]
ad-irrigation-office: ಕಾರ್ಯಪಾಲಕ ಅಭಿಯಂತರರವರ ಕಚೇರಿ, [1196, 2221, 1342, 2234]
kirloskar-site-photo [1052, 1154, 1424, 1326]
voters-meeting-photo [639, 1775, 1096, 2016]
ad-kurugodu-subtitle: ಕುರುಗೋಡು (ತಾಲ್ಲೂಕು) ಬಳ್ಳಾರಿ (ಜಿಲ್ಲೆ) [1181, 1657, 1357, 1672]
power-headline-2: ಅಹವಾಲು ಸ್ವೀಕಾರ ಸಭೆ [853, 2246, 1020, 2272]
ad-kurugodu-body: ಕುರುಗೋಡು ಪುರಸಭೆಯ 2025-26 ನೇ ಸಾಲಿನ ಎಸ್.ಎಫ್.ಸಿ ವಿ 2.0 ಅನುದಾನದ ಕಾಮಗಾರಿಗಳನ್ನು ನಿರ್ವಹಿಸಲು ಅರ್ಹ ಗುತ್ತಿಗೆದಾರರಿಂದ ಇ-ಸಂಗ್ರಹಣೆ ಮುಖಾಂತರ ಟೆಂಡರ್ ಆಹ್ವಾನಿಸಲಾಗಿದೆ. ಟೆಂಡರ್ ದಾಖಲೆಗಳನ್ನು KPPP web site: [1123, 1770, 1415, 1836]
cheque-headline-2: ಎಪಿಎಂಸಿಯಿಂದ 25 ಸಾವಿರ ರೂ.ಗಳ ಚೆಕ್ ವಿತರಣೆ [83, 1691, 403, 1713]
ad-irrigation-foot: ಡಿಐಪಿಆರ್/ಬಳ್ಳಾರಿ/520/ಟೆಂಡರ್ಎ/2025-26 [1122, 2427, 1244, 2435]
cheque-handover-illustration [55, 1961, 431, 2158]
kirloskar-road-photo [449, 1475, 730, 1622]
